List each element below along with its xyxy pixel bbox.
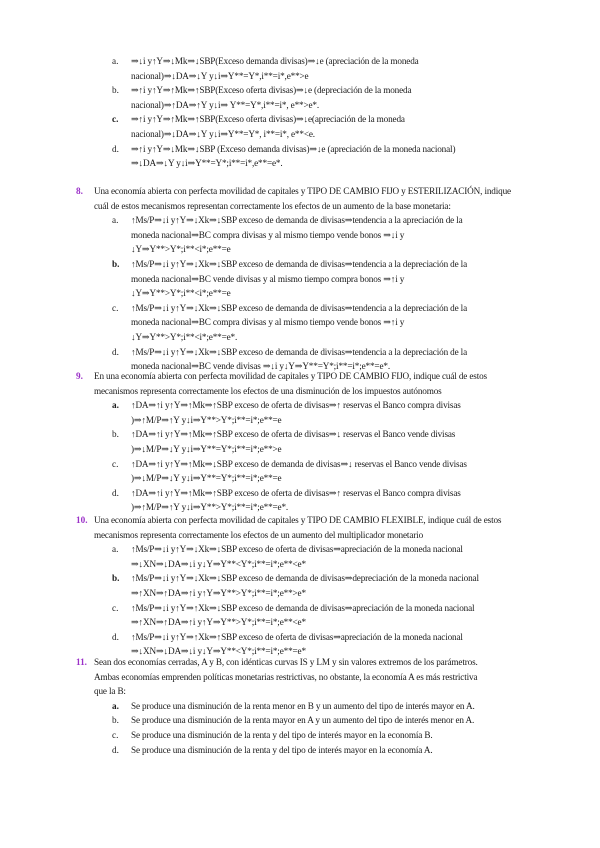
q10-stem: Una economía abierta con perfecta movilidad de capitales y TIPO DE CAMBIO FLEXIBLE, indique cuál de estos: [94, 515, 502, 525]
q10-option-c-text: ⇒↑XN⇒↑DA⇒↑i y↑Y⇒Y**>Y*;i**=i*;e**<e*: [131, 617, 306, 628]
q10-number: 10.: [76, 515, 88, 525]
q10-option-b-text: ↑Ms/P⇒↓i y↑Y⇒↓Xk⇒↓SBP exceso de demanda de divisas⇒depreciación de la moneda nacional: [131, 573, 479, 584]
q9-stem: mecanismos representa correctamente los efectos de una disminución de los impuestos autónomos: [94, 385, 442, 396]
q11-stem: Sean dos economías cerradas, A y B, con idénticas curvas IS y LM y sin valores extremos de los parámetros.: [94, 657, 478, 667]
q7-option-c-text: nacional)⇒↓DA⇒↓Y y↓i⇒Y**=Y*, i**=i*, e**<e.: [131, 129, 315, 139]
q8-option-c-text: moneda nacional⇒BC compra divisas y al mismo tiempo vende bonos ⇒↑i y: [131, 317, 405, 328]
q9-option-d-text: )⇒↑M/P⇒↑Y y↓i⇒Y**>Y*;i**=i*;e**=e*.: [131, 502, 289, 513]
q11-stem: Ambas economías emprenden políticas monetarias restrictivas, no obstante, la economía A es más restrictiva: [94, 671, 478, 682]
q8-option-c-text: ↑Ms/P⇒↓i y↑Y⇒↓Xk⇒↓SBP exceso de demanda de divisas⇒tendencia a la depreciación de la: [131, 302, 468, 313]
q8-option-d-letter: d.: [112, 346, 119, 357]
q8-option-c-text: ↓Y⇒Y**>Y*;i**<i*;e**=e*.: [131, 332, 238, 342]
q10-stem: mecanismos representa correctamente los efectos de un aumento del multiplicador monetario: [94, 529, 424, 540]
q11-number: 11.: [76, 657, 87, 667]
q7-option-a-text: ⇒↓i y↑Y⇒↓Mk⇒↓SBP(Exceso demanda divisas)⇒↓e (apreciación de la moneda: [131, 56, 419, 66]
q11-option-b-text: Se produce una disminución de la renta mayor en A y un aumento del tipo de interés menor en A.: [131, 715, 475, 726]
q9-number: 9.: [76, 371, 83, 381]
q9-option-a-text: )⇒↑M/P⇒↑Y y↓i⇒Y**>Y*;i**=i*;e**=e: [131, 414, 282, 425]
q10-option-b-letter: b.: [112, 573, 120, 584]
q10-option-d-text: ↑Ms/P⇒↓i y↑Y⇒↑Xk⇒↑SBP exceso de oferta de divisas⇒apreciación de la moneda nacional: [131, 631, 463, 642]
q9-stem: En una economía abierta con perfecta movilidad de capitales y TIPO DE CAMBIO FIJO, indique cuál de estos: [94, 371, 487, 381]
q7-option-c-text: ⇒↑i y↑Y⇒↑Mk⇒↑SBP(Exceso oferta divisas)⇒↓e(apreciación de la moneda: [131, 114, 405, 125]
q8-option-b-letter: b.: [112, 259, 120, 269]
q8-option-a-text: ↑Ms/P⇒↓i y↑Y⇒↓Xk⇒↓SBP exceso de demanda de divisas⇒tendencia a la apreciación de la: [131, 215, 463, 226]
q8-option-d-text: moneda nacional⇒BC vende divisas ⇒↓i y↓Y⇒Y**=Y*;i**=i*;e**=e*.: [131, 361, 390, 372]
q10-option-b-text: ⇒↑XN⇒↑DA⇒↑i y↑Y⇒Y**>Y*;i**=i*;e**>e*: [131, 588, 306, 598]
q8-option-d-text: ↑Ms/P⇒↓i y↑Y⇒↓Xk⇒↓SBP exceso de demanda de divisas⇒tendencia a la depreciación de la: [131, 346, 468, 357]
q7-option-a-letter: a.: [112, 56, 119, 66]
q8-option-a-letter: a.: [112, 215, 119, 226]
q8-option-c-letter: c.: [112, 302, 119, 313]
q9-option-c-text: )⇒↓M/P⇒↓Y y↓i⇒Y**=Y*;i**=i*;e**=e: [131, 473, 282, 484]
q9-option-a-letter: a.: [112, 400, 119, 411]
q11-option-a-text: Se produce una disminución de la renta menor en B y un aumento del tipo de interés mayor en A.: [131, 700, 475, 711]
q9-option-b-text: ↑DA⇒↑i y↑Y⇒↑Mk⇒↑SBP exceso de oferta de divisas⇒↓ reservas el Banco vende divisas: [131, 429, 456, 440]
q8-number: 8.: [76, 186, 83, 196]
q11-option-a-letter: a.: [112, 700, 119, 711]
q10-option-a-text: ↑Ms/P⇒↓i y↑Y⇒↓Xk⇒↓SBP exceso de oferta de divisas⇒apreciación de la moneda nacional: [131, 544, 463, 555]
q9-option-d-text: ↑DA⇒↑i y↑Y⇒↑Mk⇒↑SBP exceso de oferta de divisas⇒↑ reservas el Banco compra divisas: [131, 487, 461, 498]
q11-option-c-text: Se produce una disminución de la renta y del tipo de interés mayor en la economía B.: [131, 730, 433, 740]
q7-option-d-letter: d.: [112, 143, 119, 154]
q7-option-b-text: nacional)⇒↑DA⇒↑Y y↓i⇒ Y**=Y*,i**=i*, e**>e*.: [131, 99, 320, 110]
q7-option-d-text: ⇒↓DA⇒↓Y y↓i⇒Y**=Y*;i**=i*,e**=e*.: [131, 158, 283, 169]
q11-option-b-letter: b.: [112, 715, 119, 726]
q9-option-c-letter: c.: [112, 458, 119, 469]
q10-option-d-text: ⇒↓XN⇒↓DA⇒↓i y↓Y⇒Y**<Y*;i**=i*;e**=e*: [131, 646, 306, 657]
q11-option-d-letter: d.: [112, 744, 119, 755]
q10-option-a-letter: a.: [112, 544, 119, 555]
q8-option-a-text: moneda nacional⇒BC compra divisas y al mismo tiempo vende bonos ⇒↓i y: [131, 229, 405, 240]
q9-option-b-letter: b.: [112, 429, 119, 440]
q7-option-d-text: ⇒↑i y↑Y⇒↓Mk⇒↓SBP (Exceso demanda divisas)⇒↓e (apreciación de la moneda nacional): [131, 143, 456, 154]
q10-option-d-letter: d.: [112, 631, 119, 642]
q11-option-d-text: Se produce una disminución de la renta y del tipo de interés mayor en la economía A.: [131, 744, 433, 755]
q8-option-b-text: ↑Ms/P⇒↓i y↑Y⇒↓Xk⇒↓SBP exceso de demanda de divisas⇒tendencia a la depreciación de la: [131, 259, 468, 269]
q7-option-b-text: ⇒↑i y↑Y⇒↑Mk⇒↑SBP(Exceso oferta divisas)⇒↓e (depreciación de la moneda: [131, 85, 412, 96]
q7-option-a-text: nacional)⇒↓DA⇒↓Y y↓i⇒Y**=Y*,i**=i*,e**>e: [131, 70, 309, 81]
q8-option-b-text: moneda nacional⇒BC vende divisas y al mismo tiempo compra bonos ⇒↑i y: [131, 273, 405, 284]
q8-stem: cuál de estos mecanismos representan correctamente los efectos de un aumento de la base monetaria:: [94, 200, 451, 211]
q8-option-a-text: ↓Y⇒Y**>Y*;i**<i*;e**=e: [131, 244, 231, 255]
q8-option-b-text: ↓Y⇒Y**>Y*;i**<i*;e**=e: [131, 288, 231, 299]
q10-option-c-text: ↑Ms/P⇒↓i y↑Y⇒↑Xk⇒↓SBP exceso de demanda de divisas⇒apreciación de la moneda nacional: [131, 602, 475, 613]
q8-stem: Una economía abierta con perfecta movilidad de capitales y TIPO DE CAMBIO FIJO y ESTERILIZACIÓN, indique: [94, 186, 511, 196]
q11-option-c-letter: c.: [112, 730, 119, 740]
q10-option-a-text: ⇒↓XN⇒↓DA⇒↓i y↓Y⇒Y**<Y*;i**=i*;e**<e*: [131, 558, 306, 569]
q9-option-b-text: )⇒↓M/P⇒↓Y y↓i⇒Y**=Y*;i**=i*;e**>e: [131, 444, 282, 454]
q11-stem: que la B:: [94, 686, 126, 697]
q9-option-a-text: ↑DA⇒↑i y↑Y⇒↑Mk⇒↑SBP exceso de oferta de divisas⇒↑ reservas el Banco compra divisas: [131, 400, 461, 411]
q9-option-c-text: ↑DA⇒↑i y↑Y⇒↑Mk⇒↓SBP exceso de demanda de divisas⇒↓ reservas el Banco vende divisas: [131, 458, 467, 469]
q9-option-d-letter: d.: [112, 487, 119, 498]
q10-option-c-letter: c.: [112, 602, 119, 613]
q7-option-b-letter: b.: [112, 85, 119, 96]
q7-option-c-letter: c.: [112, 114, 119, 125]
